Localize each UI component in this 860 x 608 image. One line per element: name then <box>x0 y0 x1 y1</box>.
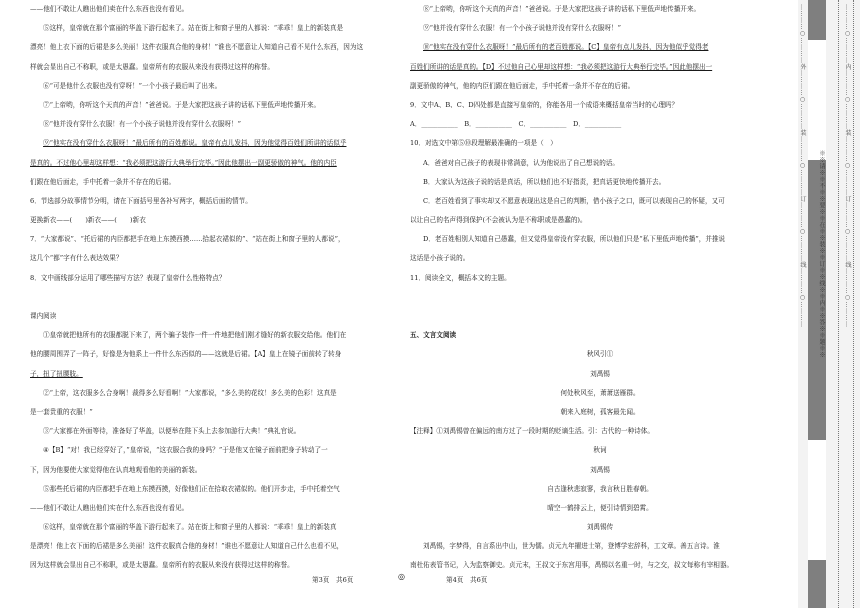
text-line: 百姓们所讲的话是真的。【D】不过他自己心里却这样想：“我必须把这游行大典举行完毕。”因此他摆出一 <box>410 62 713 71</box>
poem-line: 朝来入庭树，孤客最先闻。 <box>560 407 640 416</box>
text-line: 们跟在他后面走，手中托着一条并不存在的后裙。 <box>30 177 176 186</box>
question-10: 10．对选文中第⑤⑩段理解最准确的一项是（ ） <box>410 139 557 148</box>
text-line: 下，因为他要使大家觉得他在认真地观看他的美丽的新装。 <box>30 465 202 474</box>
text-line: ⑤那些托后裙的内臣都把手在地上东摸西摸，好像他们正在拾取衣裙似的。他们开步走，手中托着空气 <box>43 484 340 493</box>
annotation: 【注释】①刘禹锡曾在偏远的南方过了一段时期的贬谪生活。引：古代的一种诗体。 <box>410 427 654 436</box>
blank-line <box>410 288 790 307</box>
text-line: 样就会显出自己不称职，或是太愚蠢。皇帝所有的衣服从来没有获得过这样的称誉。 <box>30 62 274 71</box>
section-heading: 五、文言文阅读 <box>410 331 457 340</box>
binding-marks-inner: …………○…………外…………○…………装…………○…………订…………○…………线…………○………… <box>799 4 806 328</box>
answer-blanks: 更换新衣——( )新衣——( )新衣 <box>30 216 146 225</box>
text-line: ⑥这样，皇帝就在那个富丽的华盖下游行起来了。站在街上和窗子里的人都说：“乖乖！皇上的新装真 <box>43 523 337 532</box>
binding-marks-outer: …………○…………内…………○…………装…………○…………订…………○…………线…………○………… <box>844 4 851 328</box>
left-page <box>30 0 402 572</box>
text-line: ⑨“他实在没有穿什么衣服呀！”最后所有的百姓都说。皇帝有点儿发抖，因为他觉得百姓们所讲的话似乎 <box>43 139 347 148</box>
text-line: ⑨“他并没有穿什么衣服！有一个小孩子说他并没有穿什么衣服呀！” <box>423 24 621 33</box>
binding-margin <box>798 0 860 608</box>
poem-line: 自古逢秋悲寂寥，我言秋日胜春朝。 <box>547 484 653 493</box>
text-line: ⑦“上帝哟，你听这个天真的声音！”爸爸说。于是大家把这孩子讲的话私下里低声地传播开来。 <box>43 100 321 109</box>
text-line: 这话是小孩子说的。 <box>410 254 470 263</box>
text-line: ③“大家都在外面等待，准备好了华盖，以便举在陛下头上去参加游行大典！”典礼官说。 <box>43 427 301 436</box>
binding-warning: ※※请※※不※※要※※在※※装※※订※※线※※内※※答※※题※※ <box>818 150 825 358</box>
text-line: ——他们不敢让人瞧出他们卖在什么东西也没有看见。 <box>30 5 189 13</box>
poem-line: 何处秋风至，萧萧送雁群。 <box>560 388 640 397</box>
center-mark-icon: ◎ <box>398 572 405 581</box>
text-line: 南杜佑表管书记，入为监察御史。贞元末，王叔文于东宫用事，禹锡以名重一时，与之交，叔文每称有宰相器。 <box>410 561 734 570</box>
question-6: 6．节选部分故事情节分明，请在下面括号里各补写两字，概括后面的情节。 <box>30 196 252 205</box>
text-line: ⑧“上帝哟，你听这个天真的声音！”爸爸说。于是大家把这孩子讲的话私下里低声地传播开来。 <box>423 5 701 13</box>
option-d: D．老百姓相别人知道自己愚蠢，但又觉得皇帝没有穿衣服，所以他们只是“私下里低声地传播”，并推说 <box>423 235 726 244</box>
poem-title: 秋风引① <box>586 350 614 359</box>
blank-line <box>30 288 402 307</box>
text-line: ⑧“他并没有穿什么衣服！有一个小孩子说他并没有穿什么衣服呀！” <box>43 120 241 129</box>
text-line: 是漂亮！他上衣下面的后裙是多么美丽！这件衣服真合他的身材！”谁也不愿意让人知道自己什么也看不见， <box>30 542 344 551</box>
option-c: C．老百姓看到了事实却又不愿意表现出这是自己的判断，借小孩子之口，既可以表现自己的怀疑，又可 <box>423 196 725 205</box>
page-number-right: 第4页 共6页 <box>446 576 488 584</box>
text-line: 以让自己的名声得到保护(不会被认为是不称职或是愚蠢的)。 <box>410 216 587 225</box>
text-line: 子，扭了扭腰肢。 <box>30 369 83 378</box>
right-page <box>410 0 790 572</box>
text-line: ⑩“他实在没有穿什么衣服呀！”最后所有的老百姓都说。【C】皇帝有点儿发抖，因为他似乎觉得老 <box>423 43 709 52</box>
cut-line <box>853 0 854 608</box>
text-line: 漂亮！他上衣下面的后裙是多么美丽！这件衣服真合他的身材！”谁也不愿意让人知道自己看不见什么东西，因为这 <box>30 43 364 52</box>
poem-title: 秋词 <box>593 446 607 455</box>
text-line: ⑥“可是他什么衣服也没有穿呀！”一个小孩子最后叫了出来。 <box>43 81 222 90</box>
poem-author: 刘禹锡 <box>590 369 610 378</box>
text-line: 因为这样就会显出自己不称职，或是太愚蠢。皇帝所有的衣服从来没有获得过这样的称誉。 <box>30 561 294 570</box>
prose-title: 刘禹锡传 <box>586 523 614 532</box>
text-line: 副更骄傲的神气，他的内臣们跟在他后面走，手中托着一条并不存在的后裙。 <box>410 81 635 90</box>
question-7: 7．“大家都说”、“托后裙的内臣都把手在地上东摸西摸……拾起衣裙似的”、“站在街上和窗子里的人都说”， <box>30 235 345 244</box>
text-line: 这几个“都”字有什么表达效果？ <box>30 254 123 263</box>
text-line: ④【B】“对！我已经穿好了，”皇帝说，“这衣服合我的身吗？”于是他又在镜子面前把身子转动了一 <box>43 446 328 455</box>
question-9: 9．文中A、B、C、D四处都是直接写皇帝的，你能各用一个成语来概括皇帝当时的心理吗？ <box>410 100 679 109</box>
option-b: B．大家认为这孩子说的话是真话，所以他们也不好指责，把真话更快地传播开去。 <box>423 177 666 186</box>
text-line: 刘禹锡，字梦得，自言系出中山，世为儒。贞元九年擢进士第，登博学宏辞科，工文章。善五言诗。淮 <box>423 542 720 551</box>
section-heading: 课内阅读 <box>30 312 57 320</box>
text-line: 他的腰周围弄了一阵子，好像是为他系上一件什么东西似的——这就是后裙。【A】皇上在镜子面前转了转身 <box>30 350 342 359</box>
text-line: ①皇帝就把他所有的衣服都脱下来了，两个骗子装作一件一件地把他们刚才缝好的新衣服交给他。他们在 <box>43 331 347 340</box>
answer-blanks: A．___________ B．___________ C．___________ D．___________ <box>410 120 622 129</box>
binding-band-block <box>808 40 826 160</box>
page-number-left: 第3页 共6页 <box>312 576 354 584</box>
text-line: ⑤这样，皇帝就在那个富丽的华盖下游行起来了。站在街上和窗子里的人都说：“乖乖！皇上的新装真是 <box>43 24 344 33</box>
poem-author: 刘禹锡 <box>590 465 610 474</box>
poem-line: 晴空一鹤排云上，便引诗情到碧霄。 <box>547 503 653 512</box>
cut-line <box>838 0 839 608</box>
text-line: ②“上帝，这衣服多么合身啊！裁得多么好看啊！”大家都说，“多么美的花纹！多么美的色彩！这真是 <box>43 388 337 397</box>
text-line: 是真的。不过他心里却这样想：“我必须把这游行大典举行完毕。”因此他摆出一副更骄傲的神气。他的内臣 <box>30 158 337 167</box>
question-11: 11．阅读全文，概括本文的主题。 <box>410 273 511 282</box>
blank-line <box>410 307 790 326</box>
text-line: 是一套贵重的衣服！” <box>30 407 93 416</box>
question-8: 8．文中画线部分运用了哪些描写方法？表现了皇帝什么性格特点？ <box>30 273 226 282</box>
option-a: A．爸爸对自己孩子的表现非常满意，认为他说出了自己想说的话。 <box>423 158 619 167</box>
text-line: ——他们不敢让人瞧出他们实在什么东西也没有看见。 <box>30 503 189 512</box>
